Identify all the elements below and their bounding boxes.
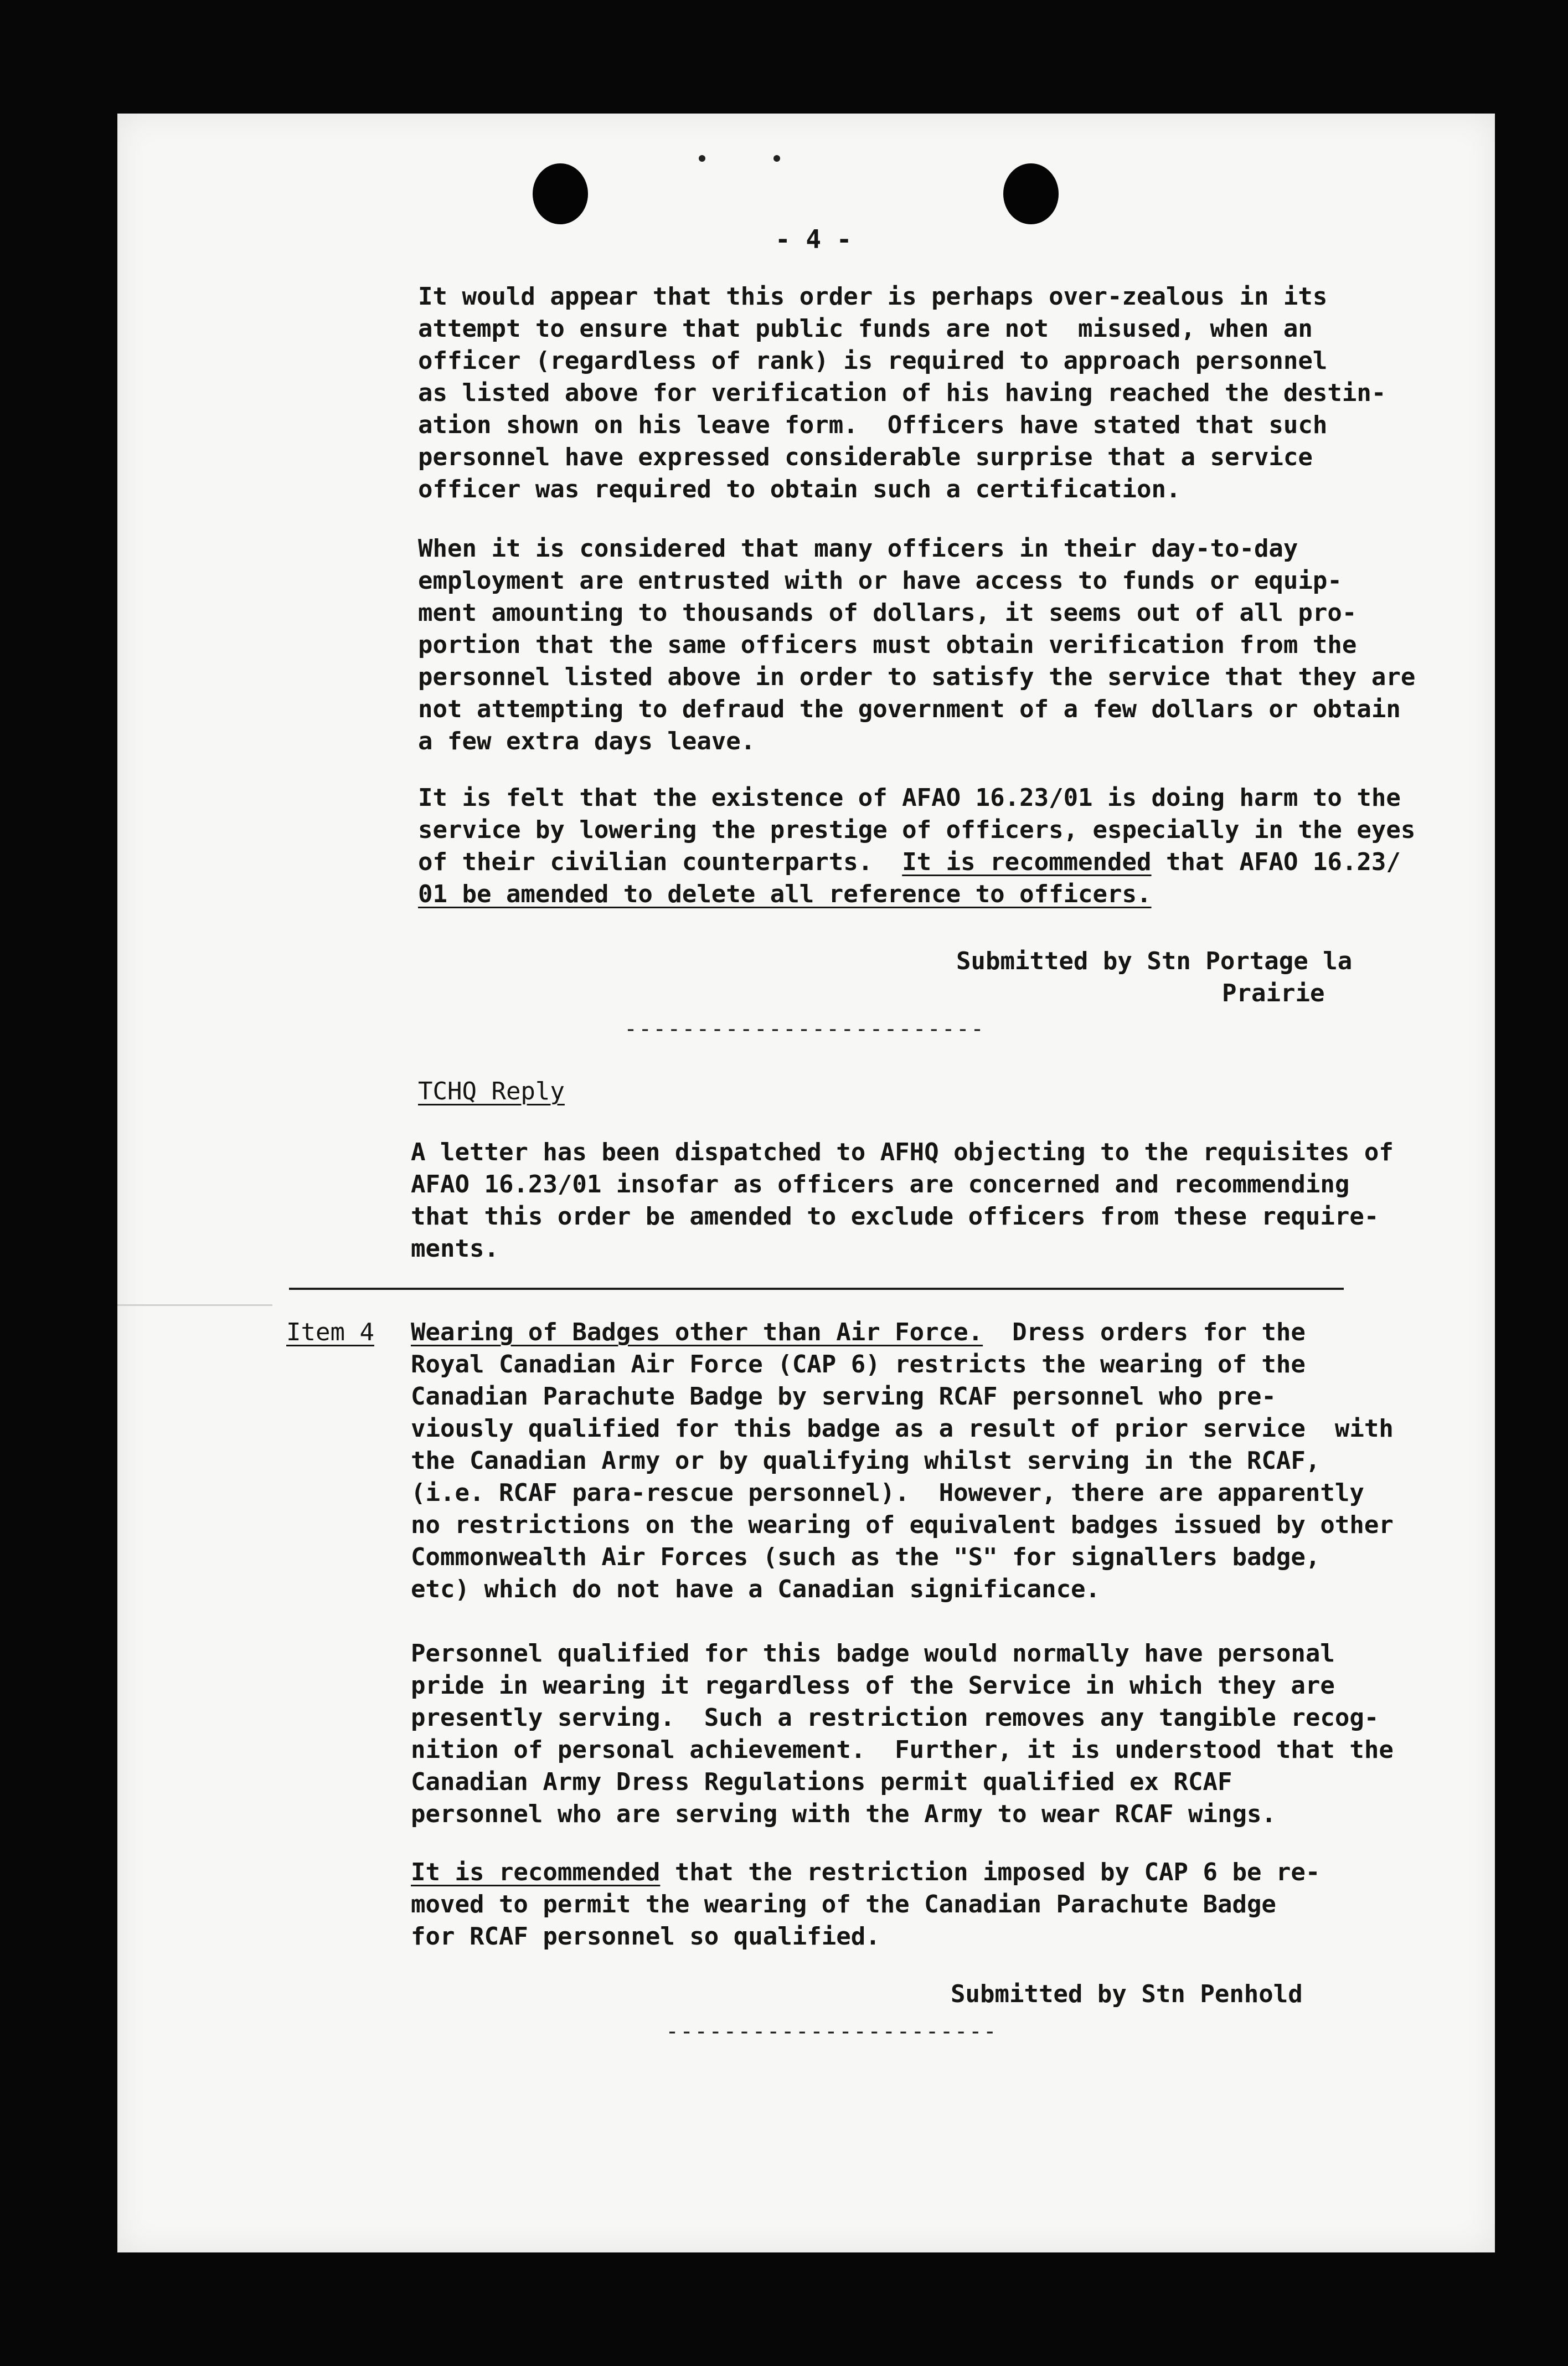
reply-heading: TCHQ Reply [418,1077,565,1105]
text-line [418,848,1401,876]
item-title: Wearing of Badges other than Air Force. [411,1318,983,1346]
text-line [411,1858,1320,1886]
text-segment: of their civilian counterparts. [418,848,902,876]
text-line: for RCAF personnel so qualified. [411,1922,880,1951]
text-line: When it is considered that many officers in their day-to-day [418,534,1298,563]
text-line: Royal Canadian Air Force (CAP 6) restricts the wearing of the [411,1350,1306,1379]
submitted-by-penhold: Submitted by Stn Penhold [951,1980,1303,2008]
separator-dashes: ----------------------- [666,2019,998,2044]
recommendation-text: 01 be amended to delete all reference to officers. [418,880,1152,908]
text-line: moved to permit the wearing of the Canadian Parachute Badge [411,1890,1276,1918]
text-line: the Canadian Army or by qualifying whilst serving in the RCAF, [411,1447,1321,1475]
recommendation-underlined: It is recommended [902,848,1152,876]
text-line: personnel listed above in order to satisfy the service that they are [418,663,1416,691]
text-line: (i.e. RCAF para-rescue personnel). However, there are apparently [411,1479,1364,1507]
submitter-line: Prairie [1222,979,1325,1007]
text-line: attempt to ensure that public funds are not misused, when an [418,315,1313,343]
recommendation-underlined: It is recommended [411,1858,661,1886]
paragraph-1 [418,282,1386,537]
punch-hole-left [533,163,588,224]
paragraph-2 [418,534,1416,789]
document-page [117,114,1495,2252]
item-label: Item 4 [286,1318,374,1346]
text-segment: that the restriction imposed by CAP 6 be re- [660,1858,1321,1886]
speck [773,155,780,162]
text-segment: that AFAO 16.23/ [1151,848,1401,876]
text-line: a few extra days leave. [418,727,756,755]
item-4-paragraph-1 [411,1318,1394,1629]
punch-hole-right [1003,163,1059,224]
text-line: It is felt that the existence of AFAO 16.23/01 is doing harm to the [418,784,1401,812]
text-line: that this order be amended to exclude officers from these require- [411,1202,1379,1231]
text-line: presently serving. Such a restriction removes any tangible recog- [411,1704,1379,1732]
text-line: personnel who are serving with the Army to wear RCAF wings. [411,1800,1276,1828]
text-line: employment are entrusted with or have access to funds or equip- [418,567,1342,595]
text-line: pride in wearing it regardless of the Service in which they are [411,1671,1335,1700]
text-line: ment amounting to thousands of dollars, it seems out of all pro- [418,599,1357,627]
section-rule [289,1288,1344,1290]
text-line: as listed above for verification of his having reached the destin- [418,379,1386,407]
text-line: A letter has been dispatched to AFHQ objecting to the requisites of [411,1138,1394,1166]
text-line: portion that the same officers must obtain verification from the [418,631,1357,659]
text-line: AFAO 16.23/01 insofar as officers are concerned and recommending [411,1170,1350,1199]
text-line: not attempting to defraud the government of a few dollars or obtain [418,695,1401,723]
text-line [418,880,1152,908]
text-line: ation shown on his leave form. Officers have stated that such [418,411,1328,439]
text-line: nition of personal achievement. Further, it is understood that the [411,1736,1394,1764]
item-4-paragraph-2 [411,1639,1394,1865]
submitted-by-portage [956,947,1353,1060]
text-line: etc) which do not have a Canadian significance. [411,1575,1101,1603]
speck [699,155,705,162]
text-line: Personnel qualified for this badge would normally have personal [411,1639,1335,1668]
text-segment: Dress orders for the [983,1318,1306,1346]
text-line: Canadian Parachute Badge by serving RCAF personnel who pre- [411,1382,1276,1411]
text-line: no restrictions on the wearing of equivalent badges issued by other [411,1511,1394,1539]
text-line: It would appear that this order is perhaps over-zealous in its [418,282,1328,311]
text-line: officer (regardless of rank) is required to approach personnel [418,347,1328,375]
submitter-line: Submitted by Stn Portage la [956,947,1353,975]
text-line: service by lowering the prestige of officers, especially in the eyes [418,816,1416,844]
smudge [117,1304,272,1306]
text-line: personnel have expressed considerable surprise that a service [418,443,1313,471]
paragraph-3 [418,784,1416,953]
text-line: officer was required to obtain such a certification. [418,475,1181,503]
text-line [411,1318,1306,1346]
text-line: ments. [411,1235,499,1263]
separator-dashes: ------------------------- [624,1016,986,1042]
text-line: Commonwealth Air Forces (such as the "S" for signallers badge, [411,1543,1321,1571]
page-number: - 4 - [775,224,852,254]
text-line: Canadian Army Dress Regulations permit qualified ex RCAF [411,1768,1232,1796]
reply-paragraph [411,1138,1394,1308]
text-line: viously qualified for this badge as a result of prior service with [411,1415,1394,1443]
